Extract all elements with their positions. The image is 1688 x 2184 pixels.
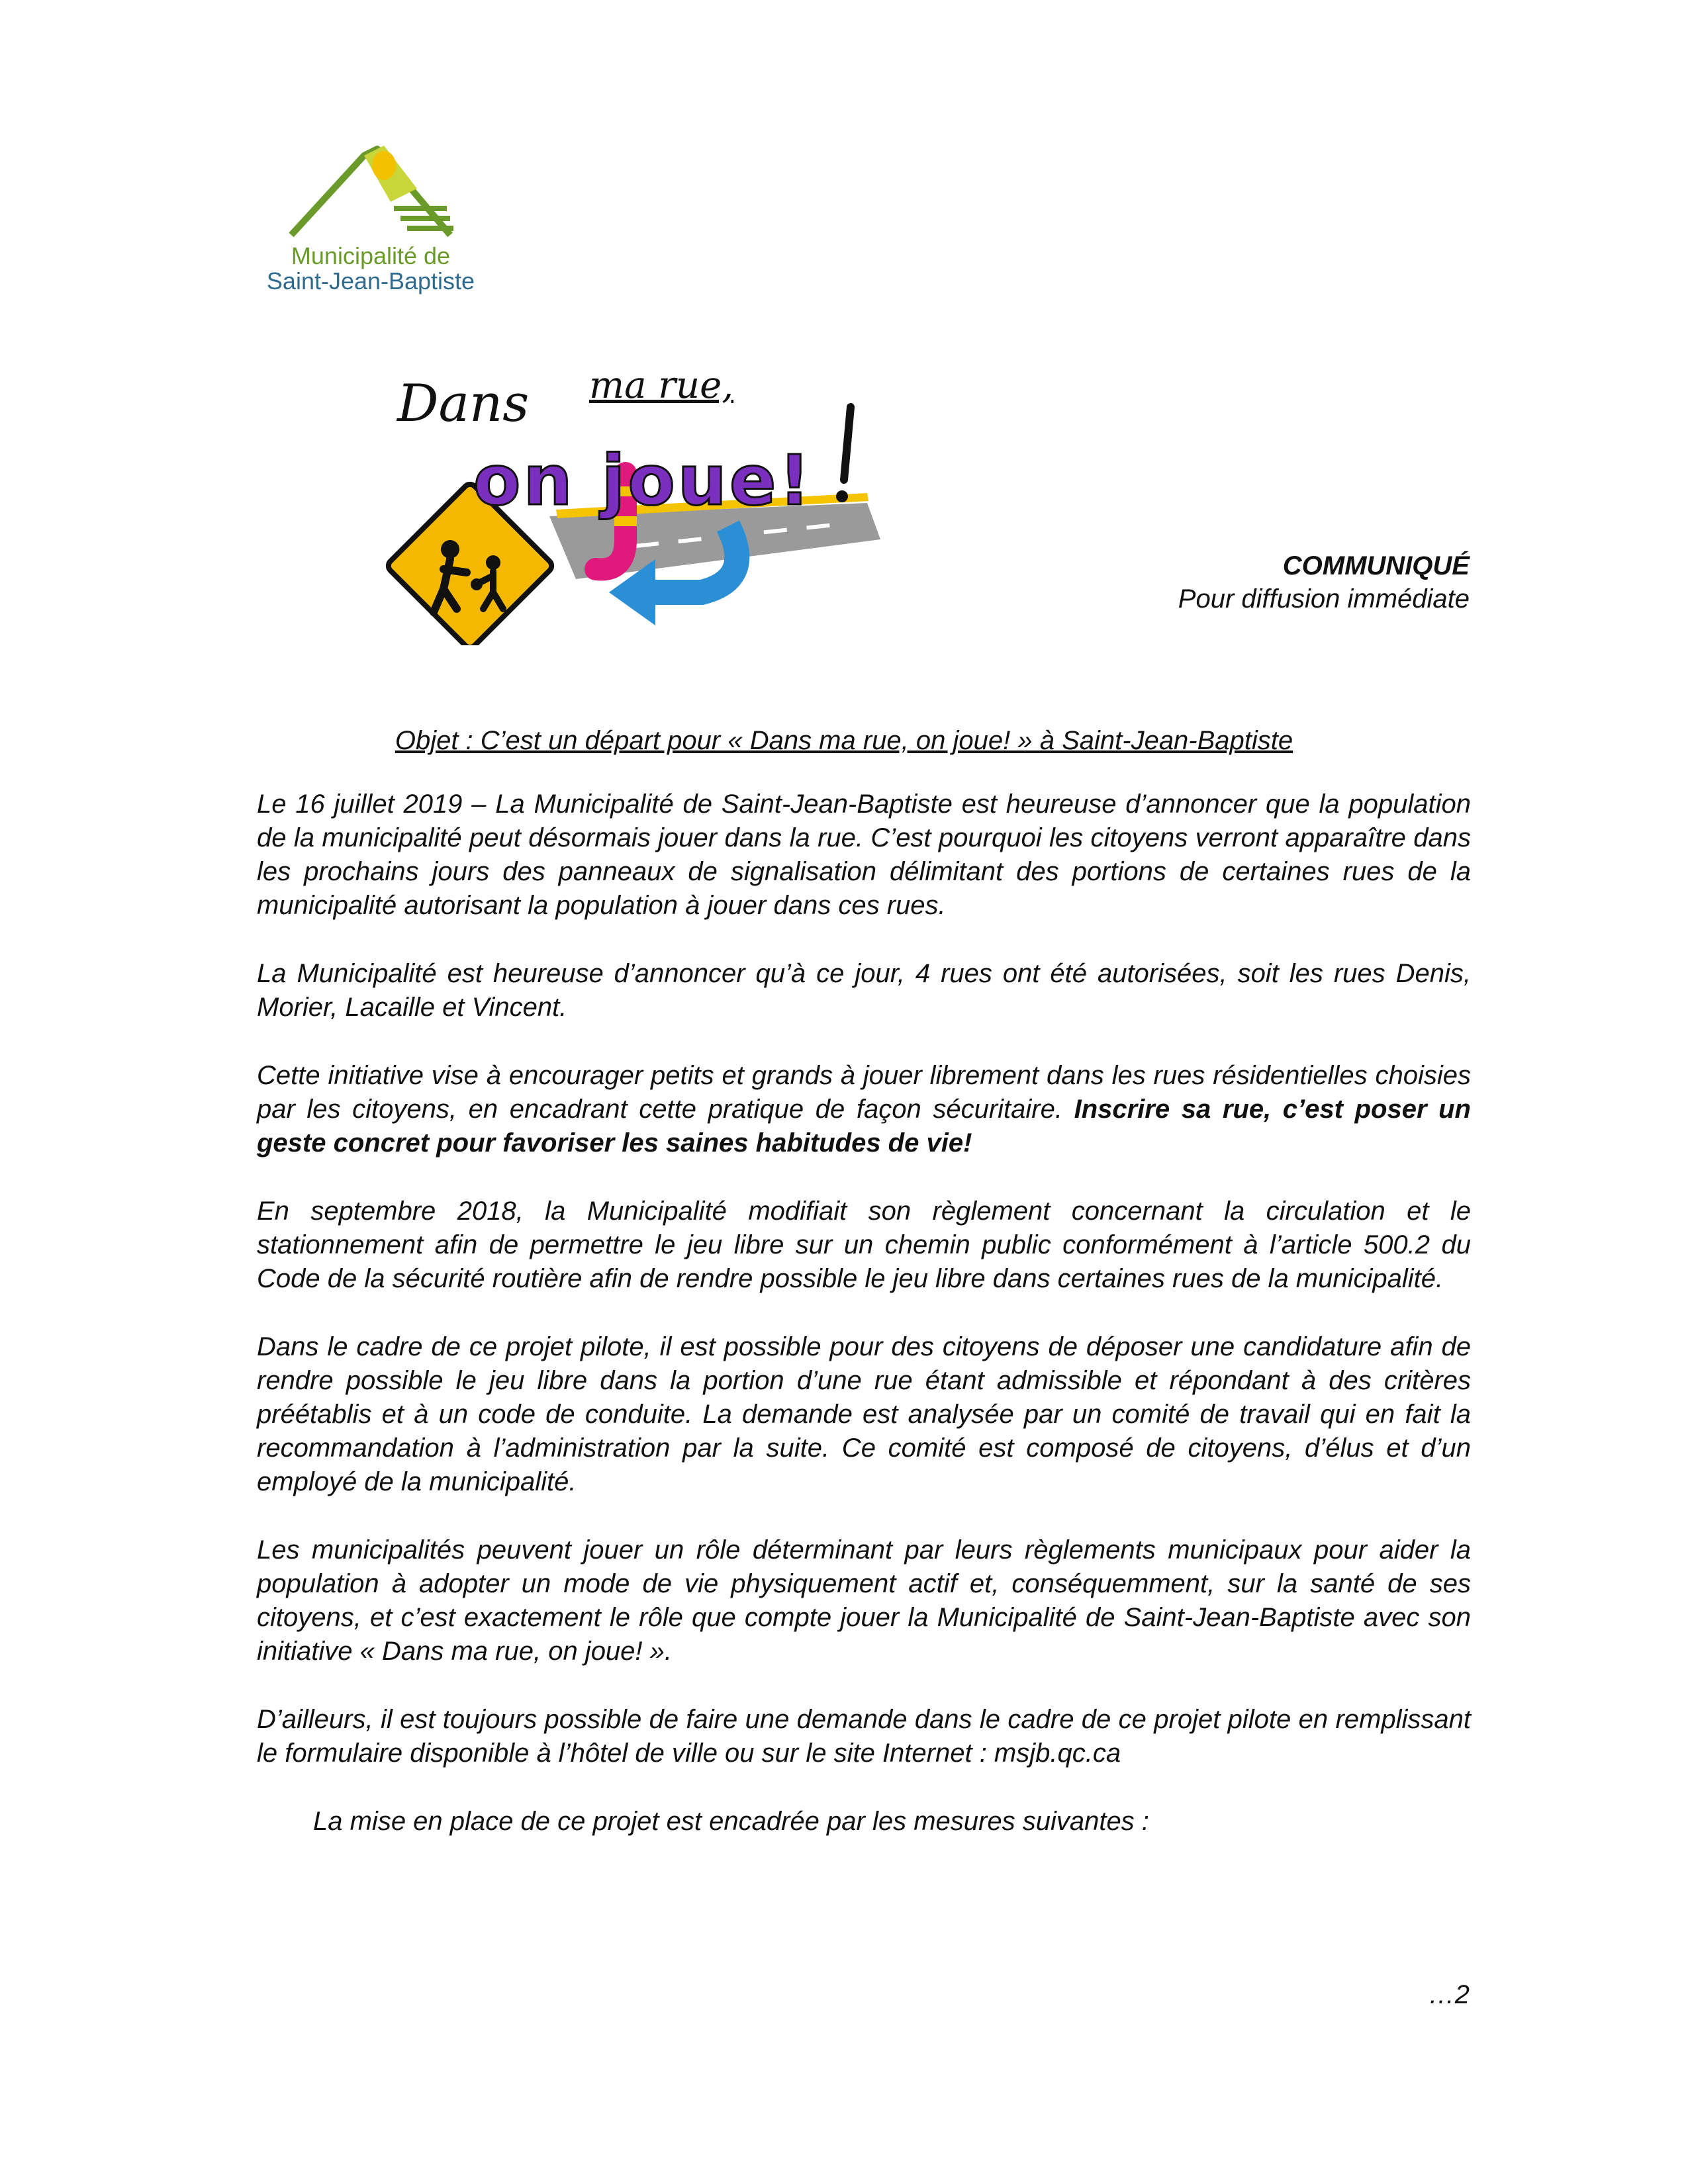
paragraph-measures: La mise en place de ce projet est encadrée par les mesures suivantes : xyxy=(313,1807,1149,1836)
municipality-name-line1: Municipalité de xyxy=(291,242,451,269)
paragraph-initiative-text: Cette initiative vise à encourager petits et grands à jouer librement dans les rues résidentielles choisies par les citoyens, en encadrant cette pratique de façon sécuritaire. xyxy=(257,1061,1471,1124)
paragraph-regulation: En septembre 2018, la Municipalité modifiait son règlement concernant la circulation et le stationnement afin de permettre le jeu libre sur un chemin public conformément à l’article 500.2 du Code de la sécurité routière afin de rendre possible le jeu libre dans certaines rues de la municipalité. xyxy=(257,1197,1471,1293)
campaign-word-ma-rue: ma rue, xyxy=(589,364,734,407)
page-continuation: …2 xyxy=(1428,1980,1470,2009)
campaign-logo xyxy=(357,361,887,645)
paragraph-streets: La Municipalité est heureuse d’annoncer qu’à ce jour, 4 rues ont été autorisées, soit les rues Denis, Morier, Lacaille et Vincent. xyxy=(257,959,1471,1022)
body-text xyxy=(257,788,1471,1873)
paragraph-initiative xyxy=(257,1059,1471,1160)
campaign-word-dans: Dans xyxy=(397,374,530,433)
paragraph-pilot-project: Dans le cadre de ce projet pilote, il est possible pour des citoyens de déposer une candidature afin de rendre possible le jeu libre dans la portion d’une rue étant admissible et répondant à des critères préétablis et à un code de conduite. La demande est analysée par un comité de travail qui en fait la recommandation à l’administration par la suite. Ce comité est composé de citoyens, d’élus et d’un employé de la municipalité. xyxy=(257,1332,1471,1496)
paragraph-initiative-emphasis: Inscrire sa rue, c’est poser un geste concret pour favoriser les saines habitudes de vie! xyxy=(257,1095,1471,1158)
municipality-name-line2: Saint-Jean-Baptiste xyxy=(266,267,475,295)
document-title: COMMUNIQUÉ xyxy=(1282,551,1470,580)
paragraph-municipal-role: Les municipalités peuvent jouer un rôle déterminant par leurs règlements municipaux pour aider la population à adopter un mode de vie physiquement actif et, conséquemment, sur la santé de ses citoyens, et c’est exactement le rôle que compte jouer la Municipalité de Saint-Jean-Baptiste avec son initiative « Dans ma rue, on joue! ». xyxy=(257,1535,1471,1666)
subject-line: Objet : C’est un départ pour « Dans ma rue, on joue! » à Saint-Jean-Baptiste xyxy=(395,726,1293,755)
paragraph-how-to-apply: D’ailleurs, il est toujours possible de faire une demande dans le cadre de ce projet pilote en remplissant le formulaire disponible à l’hôtel de ville ou sur le site Internet : msjb.qc.ca xyxy=(257,1705,1471,1768)
campaign-word-on-joue: on joue! xyxy=(473,440,813,521)
mountain-logo-icon xyxy=(285,142,457,242)
municipality-logo xyxy=(245,142,496,301)
document-subtitle: Pour diffusion immédiate xyxy=(1178,584,1470,614)
paragraph-intro: Le 16 juillet 2019 – La Municipalité de Saint-Jean-Baptiste est heureuse d’annoncer que la population de la municipalité peut désormais jouer dans la rue. C’est pourquoi les citoyens verront apparaître dans les prochains jours des panneaux de signalisation délimitant des portions de certaines rues de la municipalité autorisant la population à jouer dans ces rues. xyxy=(257,790,1471,920)
